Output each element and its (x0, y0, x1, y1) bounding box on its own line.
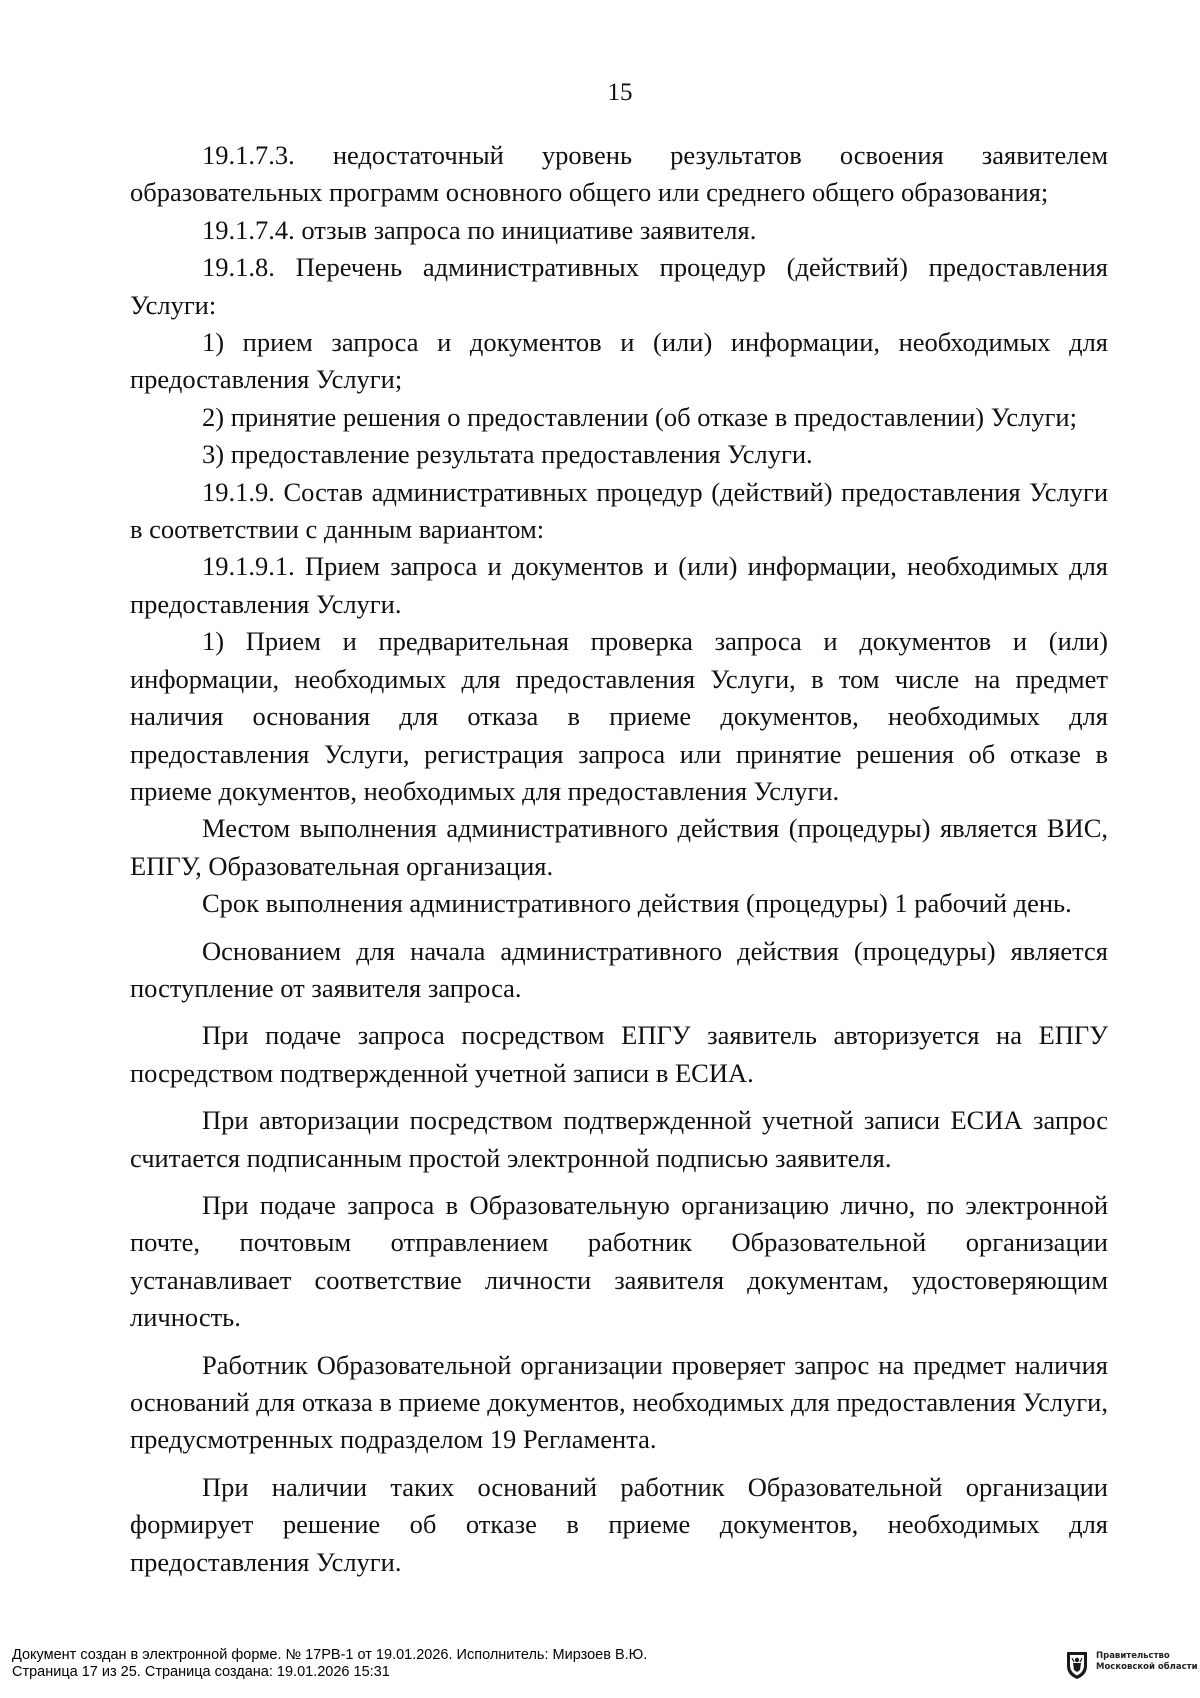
paragraph: При подаче запроса посредством ЕПГУ заявитель авторизуется на ЕПГУ посредством подтвержденной учетной записи в ЕСИА. (130, 1020, 1108, 1088)
paragraph: 19.1.7.4. отзыв запроса по инициативе заявителя. (202, 214, 757, 245)
logo-text (1096, 1651, 1198, 1673)
document-footer (12, 1647, 647, 1681)
document-body (130, 137, 1108, 1581)
paragraph: При подаче запроса в Образовательную организацию лично, по электронной почте, почтовым отправлением работник Образовательной организации устанавливает соответствие личности заявителя документам, удостоверяющим личность. (130, 1189, 1108, 1333)
government-logo (1064, 1648, 1198, 1684)
paragraph: Местом выполнения административного действия (процедуры) является ВИС, ЕПГУ, Образовательная организация. (130, 813, 1108, 881)
paragraph: 19.1.8. Перечень административных процедур (действий) предоставления Услуги: (130, 252, 1108, 320)
paragraph: 2) принятие решения о предоставлении (об отказе в предоставлении) Услуги; (202, 401, 1077, 432)
paragraph: Работник Образовательной организации проверяет запрос на предмет наличия оснований для отказа в приеме документов, необходимых для предоставления Услуги, предусмотренных подразделом 19 Регламента. (130, 1349, 1108, 1455)
paragraph: При авторизации посредством подтвержденной учетной записи ЕСИА запрос считается подписанным простой электронной подписью заявителя. (130, 1105, 1108, 1173)
paragraph: 19.1.9.1. Прием запроса и документов и (или) информации, необходимых для предоставления Услуги. (130, 551, 1108, 619)
paragraph: Основанием для начала административного действия (процедуры) является поступление от заявителя запроса. (130, 935, 1108, 1003)
paragraph: 1) прием запроса и документов и (или) информации, необходимых для предоставления Услуги; (130, 327, 1108, 395)
page-number: 15 (607, 79, 633, 106)
logo-line: Московской области (1096, 1662, 1198, 1672)
footer-line-page-info: Страница 17 из 25. Страница создана: 19.01.2026 15:31 (12, 1664, 390, 1680)
paragraph: 1) Прием и предварительная проверка запроса и документов и (или) информации, необходимых для предоставления Услуги, в том числе на предмет наличия основания для отказа в приеме документов, необходимых для предоставления Услуги, регистрация запроса или принятие решения об отказе в приеме документов, необходимых для предоставления Услуги. (130, 626, 1108, 806)
paragraph: 19.1.7.3. недостаточный уровень результатов освоения заявителем образовательных программ основного общего или среднего общего образования; (130, 140, 1108, 208)
paragraph: 19.1.9. Состав административных процедур (действий) предоставления Услуги в соответствии с данным вариантом: (130, 476, 1108, 545)
paragraph: 3) предоставление результата предоставления Услуги. (202, 439, 813, 470)
coat-of-arms-icon (1064, 1650, 1090, 1680)
paragraph: Срок выполнения административного действия (процедуры) 1 рабочий день. (202, 888, 1072, 919)
paragraph: При наличии таких оснований работник Образовательной организации формирует решение об отказе в приеме документов, необходимых для предоставления Услуги. (130, 1471, 1108, 1577)
logo-line: Правительство (1096, 1651, 1170, 1661)
footer-line-document-info: Документ создан в электронной форме. № 17РВ-1 от 19.01.2026. Исполнитель: Мирзоев В.Ю. (12, 1647, 648, 1663)
